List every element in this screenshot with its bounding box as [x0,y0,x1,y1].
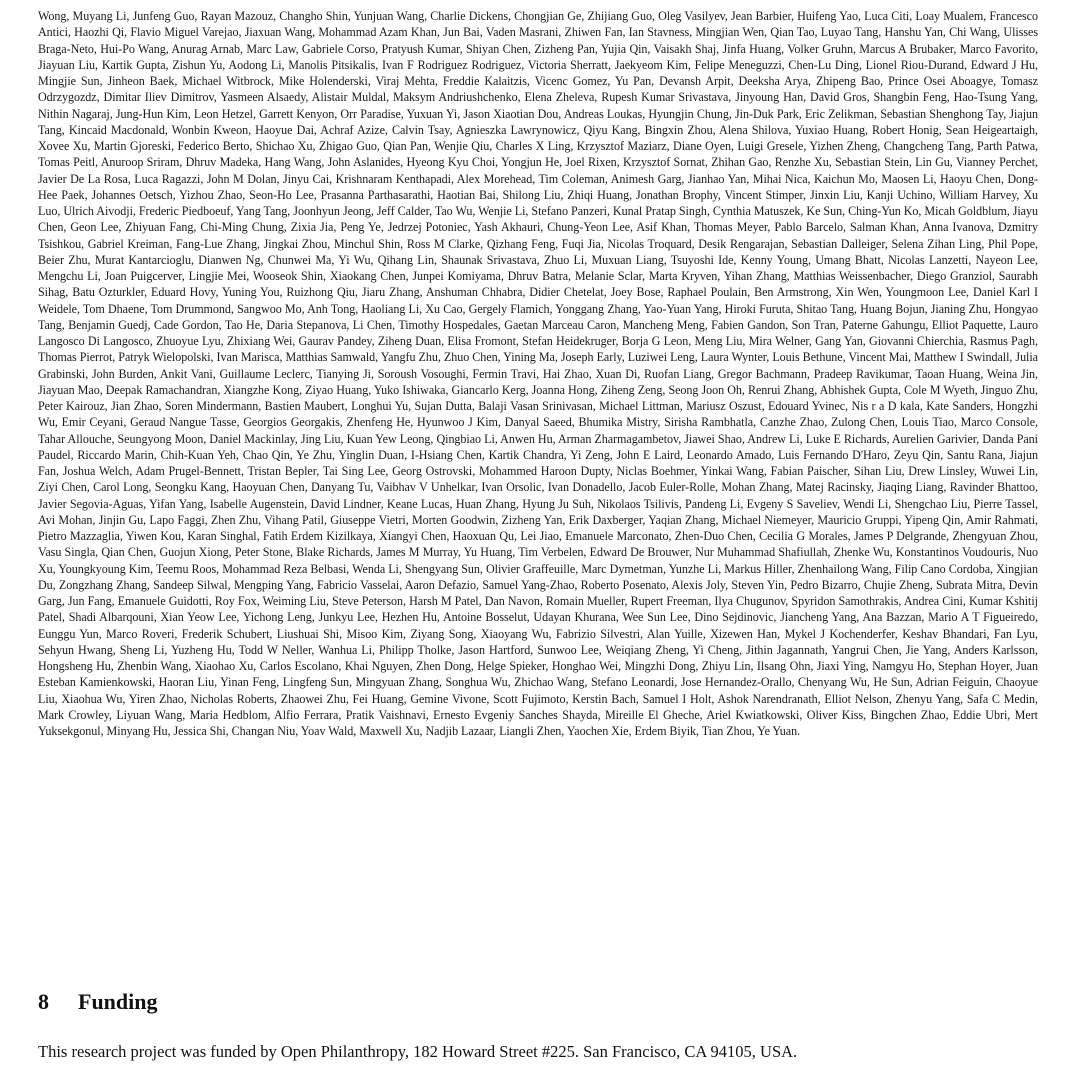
funding-paragraph: This research project was funded by Open Philanthropy, 182 Howard Street #225. San Francisco, CA 94105, USA. [38,1042,798,1061]
section-number: 8 [38,989,49,1014]
author-list-text: Wong, Muyang Li, Junfeng Guo, Rayan Mazouz, Changho Shin, Yunjuan Wang, Charlie Dickens, Chongjian Ge, Zhijiang Guo, Oleg Vasilyev, Jean Barbier, Huifeng Yao, Luca Citi, Loay Mualem, Francesco Antici, Haozhi Qi, Flavio Miguel Varejao, Jiaxuan Wang, Mohammad Azam Khan, Jun Bai, Vaden Masrani, Zhiwen Fan, Ian Stavness, Mingjian Wen, Qian Tao, Luyao Tang, Hanshu Yan, Chi Wang, Ulisses Braga-Neto, Hui-Po Wang, Anurag Arnab, Marc Law, Gabriele Corso, Pratyush Kumar, Shiyan Chen, Zizheng Pan, Yujia Qin, Vaisakh Shaj, Jinfa Huang, Volker Gruhn, Marcus A Brubaker, Marco Favorito, Jiayuan Liu, Kartik Gupta, Zishun Yu, Aodong Li, Manolis Pitsikalis, Ivan F Rodriguez Rodriguez, Victoria Sherratt, Jaekyeom Kim, Felipe Meneguzzi, Chen-Lu Ding, Lionel Riou-Durand, Edward J Hu, Mingjie Sun, Jinheon Baek, Michael Witbrock, Mike Holenderski, Viraj Mehta, Freddie Kalaitzis, Vicenc Gomez, Yu Pan, Devansh Arpit, Deeksha Arya, Zhipeng Bao, Prince Osei Aboagye, Tomasz Odrzygozdz, Dimitar Iliev Dimitrov, Yasmeen Alsaedy, Alistair Muldal, Maksym Andriushchenko, Elena Zheleva, Rupesh Kumar Srivastava, Jinyoung Han, David Gros, Shangbin Feng, Hao-Tsung Yang, Nithin Nagaraj, Jung-Hun Kim, Leon Hetzel, Garrett Kenyon, Orr Paradise, Yuxuan Yi, Jason Xiaotian Dou, Andreas Loukas, Hyungjin Chung, Jin-Duk Park, Eric Zelikman, Sebastian Shenghong Tay, Jiajun Tang, Kincaid Macdonald, Wonbin Kweon, Haoyue Dai, Achraf Azize, Calvin Tsay, Agnieszka Lawrynowicz, Qiyu Kang, Bingxin Zhou, Alena Shilova, Yuxiao Huang, Robert Honig, Sean Heigeartaigh, Xovee Xu, Martin Gjoreski, Federico Berto, Shichao Xu, Zhigao Guo, Qian Pan, Wenjie Qiu, Charles X Ling, Krzysztof Maziarz, Diane Oyen, Luigi Gresele, Yizhen Zheng, Changcheng Tang, Parth Patwa, Tomas Peitl, Anuroop Sriram, Dhruv Madeka, Hang Wang, John Aslanides, Hyeong Kyu Choi, Yongjun He, Joel Rixen, Krzysztof Sornat, Zhihan Gao, Renzhe Xu, Sebastian Stein, Lin Gu, Vianney Perchet, Javier De La Rosa, Luca Ragazzi, John M Dolan, Jinyu Cai, Krishnaram Kenthapadi, Alex Morehead, Tim Coleman, Animesh Garg, Jianhao Yan, Mihai Nica, Kaichun Mo, Maosen Li, Haoyu Chen, Dong-Hee Paek, Johannes Oetsch, Yizhou Zhao, Seon-Ho Lee, Prasanna Parthasarathi, Haotian Bai, Shilong Liu, Zhiqi Huang, Jonathan Brophy, Vincent Stimper, Jinxin Liu, Kanji Uchino, William Harvey, Xu Luo, Ulrich Aivodji, Frederic Piedboeuf, Yang Tang, Joonhyun Jeong, Jeff Calder, Tao Wu, Wenjie Li, Stefano Panzeri, Kunal Pratap Singh, Cynthia Matuszek, Ke Sun, Ching-Yun Ko, Micah Goldblum, Jiayu Chen, Geon Lee, Zhiyuan Fang, Chi-Ming Chung, Zixia Jia, Peng Ye, Jedrzej Potoniec, Yash Akhauri, Chung-Yeon Lee, Asif Khan, Thomas Meyer, Pablo Barcelo, Salman Khan, Anna Ivanova, Dzmitry Tsishkou, Gabriel Kreiman, Fang-Lue Zhang, Jingkai Zhou, Minchul Shin, Ross M Clarke, Qizhang Feng, Fuqi Jia, Nicolas Troquard, Desik Rengarajan, Sebastian Dalleiger, Selena Zihan Ling, Phil Pope, Beier Zhu, Murat Kantarcioglu, Dianwen Ng, Chunwei Ma, Yi Wu, Qihang Lin, Shaunak Srivastava, Zhuo Li, Muxuan Liang, Tsuyoshi Ide, Kenny Young, Umang Bhatt, Nicolas Lanzetti, Nayeon Lee, Mengchu Li, Joan Puigcerver, Lingjie Mei, Wooseok Shin, Xiaokang Chen, Junpei Komiyama, Dhruv Batra, Melanie Sclar, Marta Kryven, Yihan Zhang, Matthias Weissenbacher, Diego Granziol, Saurabh Sihag, Batu Ozturkler, Eduard Hovy, Yuning You, Ruizhong Qiu, Jiaru Zhang, Anshuman Chhabra, Didier Chetelat, Joey Bose, Raphael Poulain, Ben Armstrong, Xin Wen, Youngmoon Lee, Daniel Karl I Weidele, Tom Dhaene, Tom Drummond, Sangwoo Mo, Anh Tong, Haoliang Li, Xu Cao, Gergely Flamich, Yonggang Zhang, Yao-Yuan Yang, Hiroki Furuta, Shitao Tang, Huang Bojun, Jianing Zhu, Hongyao Tang, Benjamin Guedj, Cade Gordon, Tao He, Daria Stepanova, Li Chen, Timothy Hospedales, Gaetan Marceau Caron, Mancheng Meng, Fabien Gandon, Son Tran, Paterne Gahungu, Elliot Paquette, Lauro Langosco Di Langosco, Zhuoyue Lyu, Zhixiang Wei, Gaurav Pandey, Ziheng Duan, Elisa Fromont, Stefan Heidekruger, Borja G Leon, Meng Liu, Mira Welner, Gang Yan, Giovanni Chierchia, Rasmus Pagh, Thomas Pierrot, Patryk Wielopolski, Ivan Marisca, Matthias Samwald, Yangfu Zhu, Zhuo Chen, Yining Ma, Joseph Early, Luziwei Leng, Laura Wynter, Louis Bethune, Vincent Mai, Matthew I Swindall, Julia Grabinski, John Burden, Ankit Vani, Guillaume Leclerc, Tianying Ji, Soroush Vosoughi, Fermin Travi, Hai Zhao, Xuan Di, Ruofan Liang, Gregor Bachmann, Pradeep Ravikumar, Taoan Huang, Weina Jin, Jiayuan Mao, Deepak Ramachandran, Xiangzhe Kong, Ziyao Huang, Yuko Ishiwaka, Giancarlo Kerg, Joanna Hong, Ziheng Zeng, Seong Joon Oh, Renrui Zhang, Abhishek Gupta, Cole M Wyeth, Jinguo Zhu, Peter Kairouz, Jian Zhao, Soren Mindermann, Bastien Maubert, Longhui Yu, Sujan Dutta, Balaji Vasan Srinivasan, Michael Littman, Mariusz Oszust, Edouard Yvinec, Nis r a D kala, Kate Sanders, Hongzhi Wu, Emir Ceyani, Geraud Nangue Tasse, Georgios Georgakis, Zhenfeng He, Hyunwoo J Kim, Danyal Saeed, Bhumika Mistry, Sirisha Rambhatla, Canzhe Zhao, Zulong Chen, Louis Tiao, Marco Console, Tahar Allouche, Seungyong Moon, Daniel Mackinlay, Jing Liu, Kuan Yew Leong, Qingbiao Li, Anwen Hu, Arman Zharmagambetov, Jiawei Shao, Andrew Li, Luke E Richards, Aurelien Garivier, Danda Pani Paudel, Riccardo Marin, Chih-Kuan Yeh, Chao Qin, Ye Zhu, Yinglin Duan, I-Hsiang Chen, Kartik Chandra, Yi Zeng, John E Laird, Leonardo Amado, Luis Fernando D'Haro, Zeyu Qin, Santu Rana, Jiajun Fan, Joshua Welch, Adam Prugel-Bennett, Tristan Bepler, Tai Sing Lee, Georg Ostrovski, Mohammed Haroon Dupty, Niclas Boehmer, Yinkai Wang, Fabian Paischer, Sihan Liu, Drew Linsley, Wuwei Lin, Ziyi Chen, Carol Long, Seongku Kang, Haoyuan Chen, Danyang Tu, Vaibhav V Unhelkar, Ivan Orsolic, Ivan Donadello, Jacob Euler-Rolle, Mohan Zhang, Matej Racinsky, Jiaqing Liang, Ravinder Bhattoo, Javier Segovia-Aguas, Yifan Yang, Isabelle Augenstein, David Lindner, Keane Lucas, Huan Zhang, Hyung Ju Suh, Nikolaos Tsilivis, Pandeng Li, Evgeny S Saveliev, Wendi Li, Shengchao Liu, Pierre Tassel, Avi Mohan, Jinjin Gu, Lapo Faggi, Zhen Zhu, Vihang Patil, Giuseppe Vietri, Morten Goodwin, Zizheng Yan, Erik Daxberger, Yaqian Zhang, Michael Niemeyer, Mauricio Gruppi, Yipeng Qin, Amir Rahmati, Pietro Mazzaglia, Yiwen Kou, Karan Singhal, Fatih Erdem Kizilkaya, Xiangyi Chen, Haoxuan Qu, Lei Jiao, Emanuele Marconato, Zhen-Duo Chen, Cecilia G Morales, James P Delgrande, Zhengyuan Zhou, Vasu Singla, Qian Chen, Guojun Xiong, Peter Stone, Blake Richards, James M Murray, Yu Huang, Tim Verbelen, Edward De Brouwer, Nur Muhammad Shafiullah, Zhenke Wu, Konstantinos Voudouris, Nuo Xu, Youngkyoung Kim, Teemu Roos, Mohammad Reza Belbasi, Wenda Li, Shengyang Sun, Olivier Graffeuille, Marc Dymetman, Yunzhe Li, Markus Hiller, Zhenhailong Wang, Filip Cano Cordoba, Xingjian Du, Zongzhang Zhang, Sandeep Silwal, Mengping Yang, Fabricio Vasselai, Aaron Defazio, Samuel Yang-Zhao, Roberto Posenato, Alexis Joly, Steven Yin, Pedro Bizarro, Chujie Zheng, Subrata Mitra, Devin Garg, Jun Fang, Emanuele Guidotti, Roy Fox, Weiming Liu, Steve Peterson, Harsh M Patel, Dan Navon, Romain Mueller, Rupert Freeman, Ilya Chugunov, Spyridon Samothrakis, Andrea Cini, Kumar Kshitij Patel, Shadi Albarqouni, Xian Yeow Lee, Yichong Leng, Junkyu Lee, Hezhen Hu, Antoine Bosselut, Udayan Khurana, Wee Sun Lee, Dino Sejdinovic, Jiancheng Yang, Ana Bazzan, Mario A T Figueiredo, Eunggu Yun, Marco Roveri, Frederik Schubert, Liushuai Shi, Misoo Kim, Ziyang Song, Xiaoyang Wu, Fabrizio Silvestri, Alan Yuille, Xizewen Han, Mykel J Kochenderfer, Keshav Bhandari, Fan Lyu, Sehyun Hwang, Sheng Li, Yuzheng Hu, Todd W Neller, Wanhua Li, Philipp Tholke, Jason Hartford, Sunwoo Lee, Weiqiang Zheng, Yi Cheng, Jithin Jagannath, Yangrui Chen, Jie Yang, Anders Karlsson, Hongsheng Hu, Zhenbin Wang, Xiaohao Xu, Carlos Escolano, Khai Nguyen, Zhen Dong, Helge Spieker, Honghao Wei, Mingzhi Dong, Zhiyu Lin, Ilsang Ohn, Jiaxi Ying, Namgyu Ho, Stephan Hoyer, Juan Esteban Kamienkowski, Haoran Liu, Yinan Feng, Lingfeng Sun, Mingyuan Zhang, Songhua Wu, Zhichao Wang, Stefano Leonardi, Jose Hernandez-Orallo, Chenyang Wu, He Sun, Adrian Feiguin, Chaoyue Liu, Xiaohua Wu, Yiren Zhao, Nicholas Roberts, Zhaowei Zhu, Fei Huang, Gemine Vivone, Scott Fujimoto, Kerstin Bach, Samuel I Holt, Ashok Narendranath, Elliot Nelson, Zhenyu Yang, Safa C Medin, Mark Crowley, Liyuan Wang, Maria Hedblom, Alfio Ferrara, Pratik Vaishnavi, Ernesto Evgeniy Sanches Shayda, Mireille El Gheche, Ariel Kwiatkowski, Oliver Kiss, Bingchen Zhao, Eddie Ubri, Mert Yuksekgonul, Minyang Hu, Jessica Shi, Changan Niu, Yoav Wald, Maxwell Xu, Nadjib Lazaar, Liangli Zhen, Yaochen Xie, Erdem Biyik, Tian Zhou, Ye Yuan. [38,9,1038,738]
section-heading [38,989,158,1015]
section-title: Funding [78,989,158,1014]
author-list-block [38,8,1038,739]
